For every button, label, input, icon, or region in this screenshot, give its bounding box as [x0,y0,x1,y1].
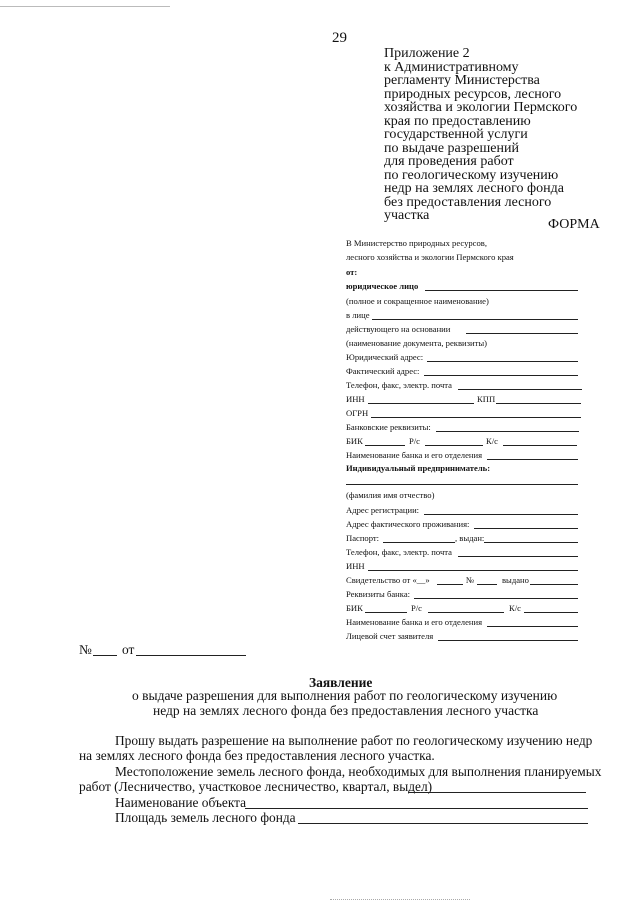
reg-address-field[interactable] [424,514,578,515]
account-label: Лицевой счет заявителя [346,631,434,641]
legal-name-hint: (полное и сокращенное наименование) [346,296,489,306]
cert-no-label: № [466,575,475,585]
appendix-line: государственной услуги [384,127,528,142]
ind-bank-details-field[interactable] [414,598,578,599]
area-field[interactable] [298,823,588,824]
addressee-line2: лесного хозяйства и экологии Пермского края [346,252,514,262]
rs-label: Р/с [409,436,420,446]
ind-ks-label: К/с [509,603,521,613]
passport-field[interactable] [383,542,455,543]
live-address-label: Адрес фактического проживания: [346,519,470,529]
ind-rs-label: Р/с [411,603,422,613]
scan-edge-mark-bottom [330,899,470,904]
ind-bank-details-label: Реквизиты банка: [346,589,411,599]
bank-details-field[interactable] [436,431,579,432]
bank-name-label: Наименование банка и его отделения [346,450,483,460]
legal-address-label: Юридический адрес: [346,352,424,362]
appendix-line: природных ресурсов, лесного [384,86,562,102]
fio-hint: (фамилия имя отчество) [346,490,435,500]
appendix-line: по выдаче разрешений [384,140,519,156]
bik-field[interactable] [365,445,405,446]
cert-no-field[interactable] [477,584,497,585]
object-name-label: Наименование объекта [115,795,247,810]
legal-address-field[interactable] [427,361,578,362]
object-name-field[interactable] [245,808,588,809]
passport-label: Паспорт: [346,533,380,543]
passport-issued-field[interactable] [484,542,578,543]
bank-details-label: Банковские реквизиты: [346,422,431,432]
appendix-line: регламенту Министерства [384,73,540,88]
forma-label: ФОРМА [548,217,600,232]
ind-inn-field[interactable] [368,570,578,571]
ks-label: К/с [486,436,498,446]
legal-entity-name-field[interactable] [425,290,578,291]
ind-bik-label: БИК [346,603,363,613]
ogrn-field[interactable] [371,417,581,418]
appendix-line: Приложение 2 [384,46,470,61]
inn-field[interactable] [368,403,474,404]
account-field[interactable] [438,640,578,641]
addressee-line1: В Министерство природных ресурсов, [346,238,487,248]
issued-label: , выдан: [455,533,485,543]
ind-inn-label: ИНН [346,561,365,571]
location-line1: Местоположение земель лесного фонда, необходимых для выполнения планируемых [115,764,602,779]
from-label: от: [346,267,358,277]
live-address-field[interactable] [474,528,578,529]
appendix-line: хозяйства и экологии Пермского [384,100,578,115]
appendix-line: без предоставления лесного [384,194,552,210]
ind-ks-field[interactable] [524,612,578,613]
appendix-line: участка [384,208,430,223]
person-field[interactable] [372,319,578,320]
location-line2: работ (Лесничество, участковое лесничество, квартал, выдел) [79,779,433,794]
contacts-label: Телефон, факс, электр. почта [346,380,452,390]
doc-hint: (наименование документа, реквизиты) [346,338,487,348]
date-label: от [122,642,135,657]
ogrn-label: ОГРН [346,408,369,418]
number-label: № [79,642,92,657]
statement-subtitle-line2: недр на землях лесного фонда без предоставления лесного участка [153,703,539,718]
appendix-line: к Административному [384,59,519,75]
person-label: в лице [346,310,370,320]
request-line2: на землях лесного фонда без предоставления лесного участка. [79,748,435,763]
appendix-line: недр на землях лесного фонда [384,181,564,196]
basis-field[interactable] [466,333,578,334]
bik-label: БИК [346,436,363,446]
actual-address-field[interactable] [424,375,578,376]
ind-bank-name-field[interactable] [487,626,578,627]
kpp-label: КПП [477,394,496,404]
certificate-label: Свидетельство от «__» [346,575,430,585]
ind-rs-field[interactable] [428,612,504,613]
cert-date-field[interactable] [437,584,463,585]
statement-title: Заявление [309,675,373,690]
ind-bik-field[interactable] [365,612,407,613]
appendix-line: по геологическому изучению [384,167,559,183]
fio-field[interactable] [346,484,578,485]
scan-edge-mark [0,0,170,7]
rs-field[interactable] [425,445,483,446]
contacts-field[interactable] [458,389,582,390]
statement-subtitle-line1: о выдаче разрешения для выполнения работ по геологическому изучению [132,688,558,703]
kpp-field[interactable] [496,403,581,404]
actual-address-label: Фактический адрес: [346,366,420,376]
number-field[interactable] [93,655,117,656]
ind-contacts-label: Телефон, факс, электр. почта [346,547,452,557]
page-number: 29 [332,30,347,46]
ind-contacts-field[interactable] [458,556,578,557]
location-field[interactable] [408,792,586,793]
bank-name-field[interactable] [487,459,578,460]
appendix-header [384,47,624,223]
ks-field[interactable] [503,445,577,446]
inn-label: ИНН [346,394,365,404]
individual-heading: Индивидуальный предприниматель: [346,463,491,473]
request-line1: Прошу выдать разрешение на выполнение работ по геологическому изучению недр [115,733,593,748]
appendix-line: края по предоставлению [384,113,531,129]
basis-label: действующего на основании [346,324,451,334]
area-label: Площадь земель лесного фонда [115,810,296,825]
appendix-line: для проведения работ [384,154,514,169]
ind-bank-name-label: Наименование банка и его отделения [346,617,483,627]
cert-issued-field[interactable] [530,584,578,585]
date-field[interactable] [136,655,246,656]
reg-address-label: Адрес регистрации: [346,505,420,515]
cert-issued-label: выдано [502,575,529,585]
legal-entity-heading: юридическое лицо [346,281,419,291]
